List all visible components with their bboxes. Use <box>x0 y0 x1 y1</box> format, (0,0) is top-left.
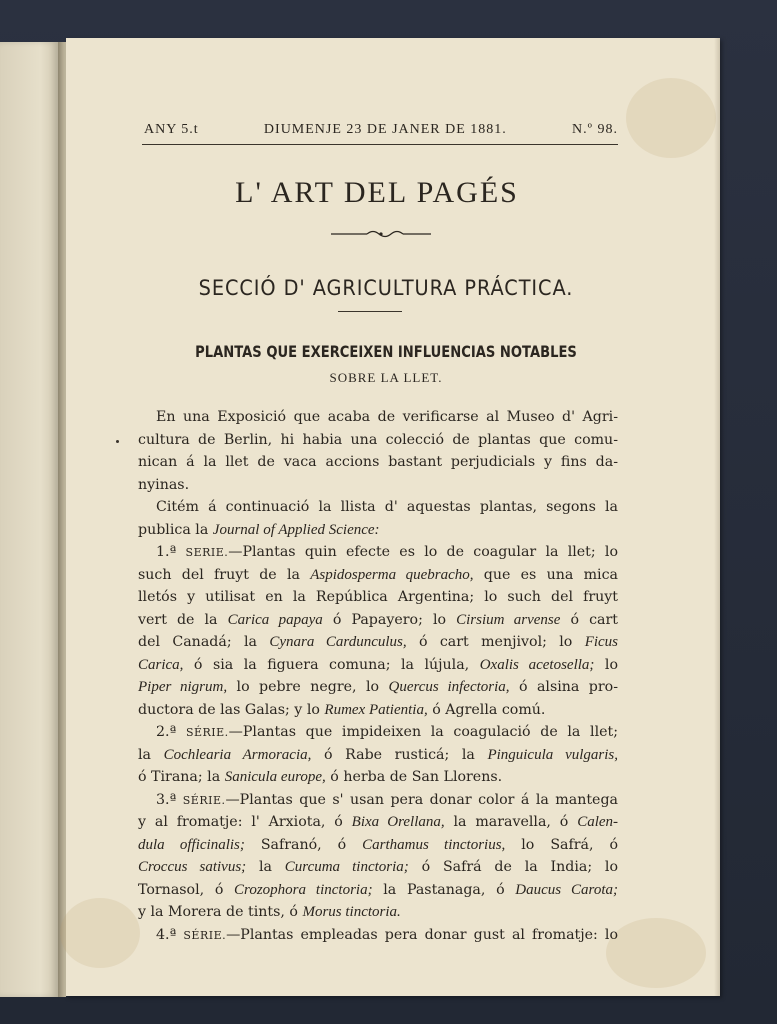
body-line: Carica, ó sia la figuera comuna; la lújula, Oxalis acetosella; lo <box>138 656 618 673</box>
header-rule <box>142 144 618 145</box>
body-line: nyinas. <box>138 476 190 493</box>
body-line: la Cochlearia Armoracia, ó Rabe rusticá; la Pinguicula vulgaris, <box>138 746 619 763</box>
body-line: del Canadá; la Cynara Cardunculus, ó cart menjivol; lo Ficus <box>138 634 619 650</box>
body-line: lletós y utilisat en la República Argentina; lo such del fruyt <box>138 589 618 605</box>
article-title: PLANTAS QUE EXERCEIXEN INFLUENCIAS NOTABLES <box>195 342 577 361</box>
body-line: cultura de Berlin, hi habia una colecció de plantas que comu- <box>138 431 618 448</box>
paper-stain <box>60 898 140 968</box>
body-line: nican á la llet de vaca accions bastant perjudicials y fins da- <box>138 454 618 470</box>
article-body <box>138 406 618 946</box>
ink-speck <box>116 440 119 443</box>
paper-stain <box>626 78 716 158</box>
body-line: y al fromatje: l' Arxiota, ó Bixa Orellana, la maravella, ó Calen- <box>138 814 619 830</box>
body-line: ó Tirana; la Sanicula europe, ó herba de San Llorens. <box>138 769 503 785</box>
body-line: Piper nigrum, lo pebre negre, lo Quercus infectoria, ó alsina pro- <box>138 679 619 695</box>
header-year: ANY 5.t <box>144 122 199 137</box>
body-line: 4.ª SÉRIE.—Plantas empleadas pera donar gust al fromatje: lo <box>156 926 618 943</box>
body-line: dula officinalis; Safranó, ó Carthamus tinctorius, lo Safrá, ó <box>138 836 618 853</box>
body-line: publica la Journal of Applied Science: <box>138 521 380 538</box>
body-line: En una Exposició que acaba de verificarse al Museo d' Agri- <box>156 409 618 425</box>
ornament-divider <box>331 228 431 240</box>
page-title: L' ART DEL PAGÉS <box>235 176 519 209</box>
body-line: Croccus sativus; la Curcuma tinctoria; ó Safrá de la India; lo <box>138 859 619 875</box>
section-rule <box>338 311 402 312</box>
header-date: DIUMENJE 23 DE JANER DE 1881. <box>263 122 507 137</box>
paper-stain <box>606 918 706 988</box>
document-page <box>66 38 720 996</box>
body-line: 3.ª SÉRIE.—Plantas que s' usan pera donar color á la mantega <box>156 791 618 808</box>
section-title: SECCIÓ D' AGRICULTURA PRÁCTICA. <box>198 276 574 300</box>
page-header <box>144 122 618 138</box>
body-line: Tornasol, ó Crozophora tinctoria; la Pastanaga, ó Daucus Carota; <box>138 881 618 898</box>
body-line: 2.ª SÉRIE.—Plantas que impideixen la coagulació de la llet; <box>156 724 618 740</box>
header-number: N.º 98. <box>572 122 618 137</box>
body-line: 1.ª SERIE.—Plantas quin efecte es lo de coagular la llet; lo <box>156 544 618 560</box>
left-page-edge <box>0 42 60 997</box>
body-line: such del fruyt de la Aspidosperma quebracho, que es una mica <box>138 566 618 583</box>
body-line: vert de la Carica papaya ó Papayero; lo Cirsium arvense ó cart <box>138 611 618 628</box>
body-line: ductora de las Galas; y lo Rumex Patientia, ó Agrella comú. <box>138 701 546 718</box>
article-subtitle: SOBRE LA LLET. <box>329 370 443 385</box>
body-line: Citém á continuació la llista d' aquestas plantas, segons la <box>156 499 618 515</box>
body-line: y la Morera de tints, ó Morus tinctoria. <box>138 904 401 920</box>
book-gutter <box>58 42 66 997</box>
